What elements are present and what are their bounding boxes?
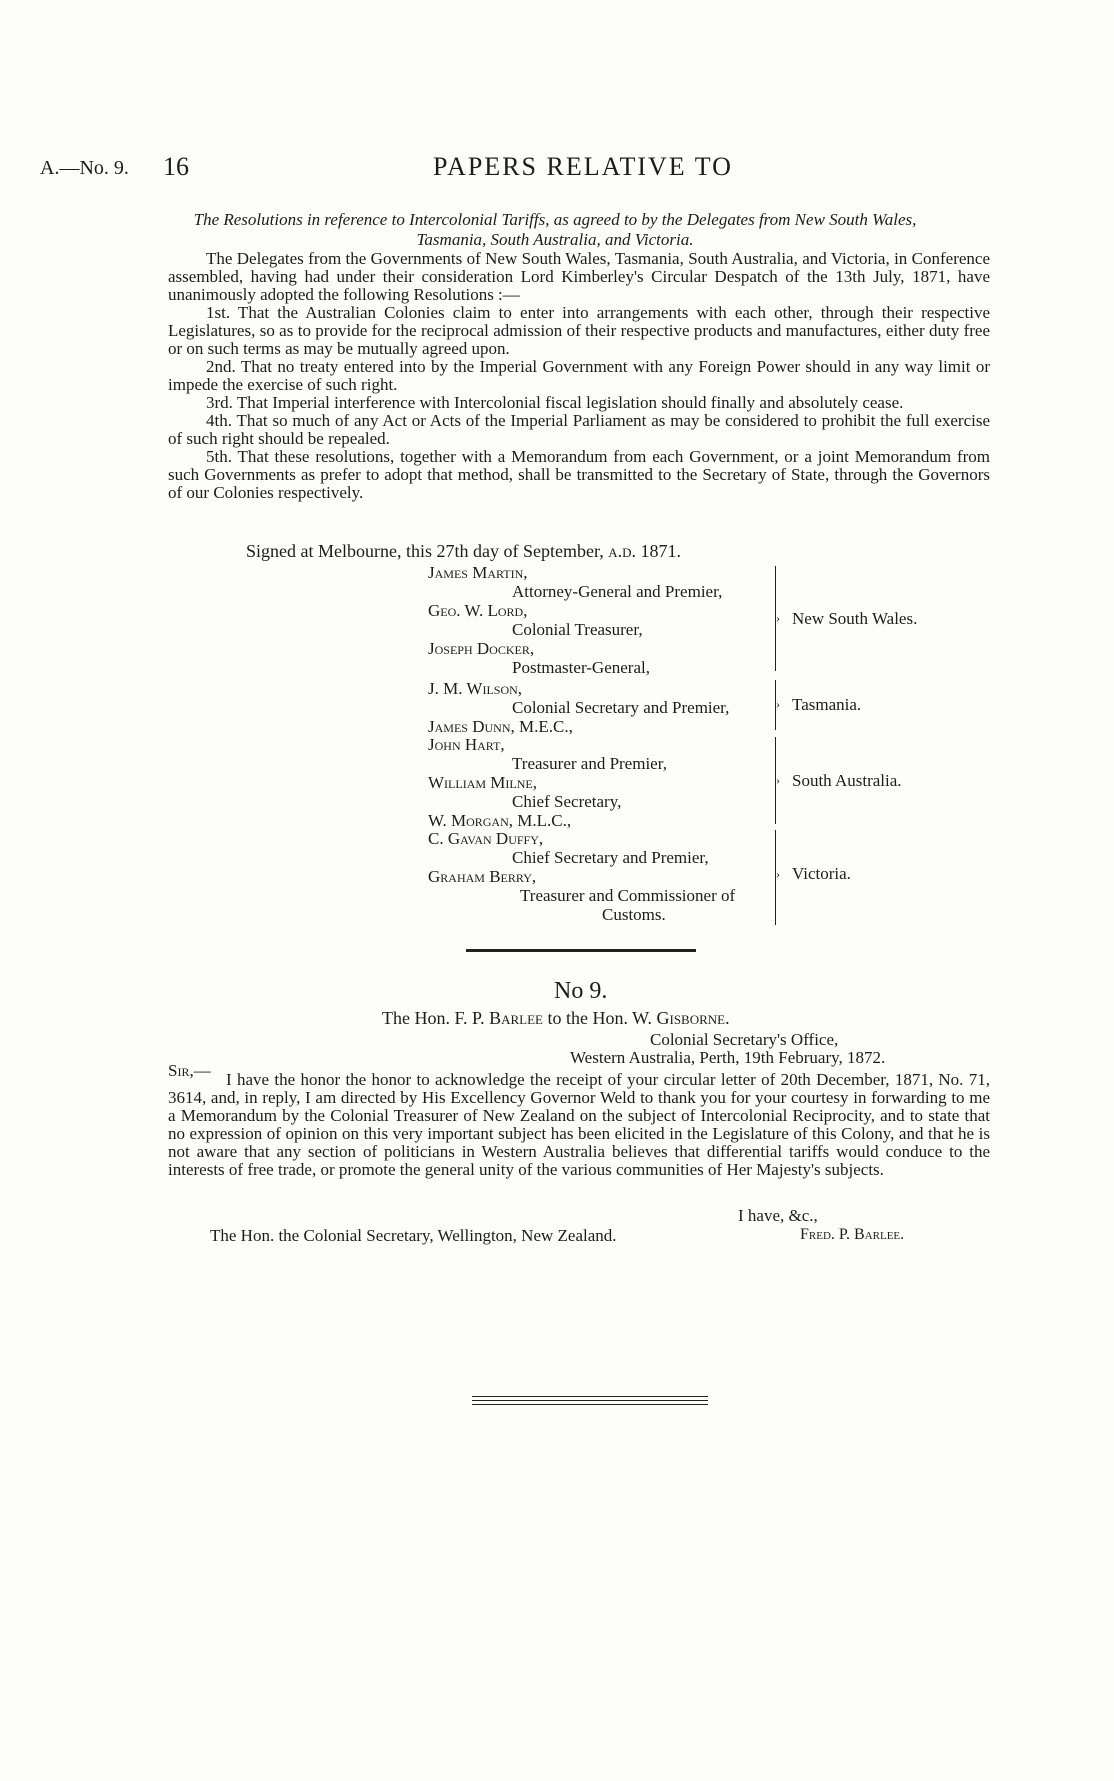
colony-label: Tasmania. [792, 695, 862, 714]
brace-sa [767, 737, 776, 824]
resolution-1: 1st. That the Australian Colonies claim to enter into arrangements with each other, through their respective Legislatures, so as to provide for the reciprocal admission of their respective products and manufactures, either duty free or on such terms as may be mutually agreed upon. [168, 303, 990, 358]
signed-year: 1871. [640, 541, 681, 561]
brace-point: › [776, 611, 780, 625]
resolutions-heading-line2: Tasmania, South Australia, and Victoria. [416, 230, 694, 249]
letter-addressee: The Hon. the Colonial Secretary, Wellington, New Zealand. [210, 1226, 617, 1245]
resolution-2: 2nd. That no treaty entered into by the Imperial Government with any Foreign Power should in any way limit or impede the exercise of such right. [168, 357, 990, 394]
letter-office: Colonial Secretary's Office, [650, 1030, 839, 1049]
signatory-name: William Milne, [428, 773, 537, 792]
page-number: 16 [163, 152, 189, 181]
document-reference: A.—No. 9. [40, 157, 129, 179]
signed-line [246, 541, 681, 562]
letter-signatory: Fred. P. Barlee. [800, 1226, 905, 1243]
signatory-title: Chief Secretary, [512, 792, 622, 811]
signatory-title: Chief Secretary and Premier, [512, 848, 709, 867]
signatory-name: J. M. Wilson, [428, 679, 523, 698]
signatory-name: Joseph Docker, [428, 639, 535, 658]
brace-tas [767, 680, 776, 730]
signatory-name: Graham Berry, [428, 867, 537, 886]
end-rule [472, 1400, 708, 1401]
resolution-3: 3rd. That Imperial interference with Intercolonial fiscal legislation should finally and absolutely cease. [206, 393, 904, 412]
resolutions-body [168, 250, 990, 502]
letter-from-name: Barlee [489, 1008, 543, 1028]
letter-salutation: Sir,— [168, 1061, 211, 1080]
resolutions-heading-line1: The Resolutions in reference to Intercolonial Tariffs, as agreed to by the Delegates from New South Wales, [193, 210, 917, 229]
signatory-title: Customs. [602, 905, 666, 924]
signatory-title: Colonial Treasurer, [512, 620, 643, 639]
letter-number: No 9. [554, 978, 608, 1004]
letter-place-date: Western Australia, Perth, 19th February, 1872. [570, 1048, 886, 1067]
resolutions-heading [110, 210, 1000, 250]
signatory-name: W. Morgan, M.L.C., [428, 811, 572, 830]
brace-nsw [767, 566, 776, 671]
resolution-5: 5th. That these resolutions, together with a Memorandum from each Government, or a joint Memorandum from such Governments as prefer to adopt that method, shall be transmitted to the Secretary of State, through the Governors of our Colonies respectively. [168, 447, 990, 502]
brace-point: › [776, 867, 780, 881]
end-rule [472, 1404, 708, 1405]
letter-body [168, 1071, 990, 1179]
signatory-name: James Dunn, M.E.C., [428, 717, 573, 736]
signatory-title: Treasurer and Commissioner of [520, 886, 736, 905]
brace-point: › [776, 697, 780, 711]
signed-ad: a.d. [608, 541, 636, 561]
signatory-title: Postmaster-General, [512, 658, 650, 677]
colony-label: Victoria. [792, 864, 851, 883]
colony-label: South Australia. [792, 771, 902, 790]
letter-from-prefix: The Hon. F. P. [382, 1008, 485, 1028]
signatory-title: Treasurer and Premier, [512, 754, 667, 773]
signatory-name: Geo. W. Lord, [428, 601, 528, 620]
brace-vic [767, 830, 776, 925]
resolutions-intro: The Delegates from the Governments of New South Wales, Tasmania, South Australia, and Victoria, in Conference assembled, having had under their consideration Lord Kimberley's Circular Despatch of the 13th July, 1871, have unanimously adopted the following Resolutions :— [168, 249, 990, 304]
signatory-title: Colonial Secretary and Premier, [512, 698, 730, 717]
signatory-name: James Martin, [428, 563, 528, 582]
letter-heading [382, 1008, 730, 1029]
brace-point: › [776, 773, 780, 787]
end-rule [472, 1396, 708, 1397]
signatory-name: C. Gavan Duffy, [428, 829, 544, 848]
signed-prefix: Signed at Melbourne, this 27th day of September, [246, 541, 604, 561]
signatory-title: Attorney-General and Premier, [512, 582, 723, 601]
letter-paragraph: I have the honor the honor to acknowledge the receipt of your circular letter of 20th December, 1871, No. 71, 3614, and, in reply, I am directed by His Excellency Governor Weld to thank you for your courtesy in forwarding to me a Memorandum by the Colonial Treasurer of New Zealand on the subject of Intercolonial Reciprocity, and to state that no expression of opinion on this very important subject has been elicited in the Legislature of this Colony, and that he is not aware that any section of politicians in Western Australia believes that differential tariffs would conduce to the interests of free trade, or promote the general unity of the various communities of Her Majesty's subjects. [168, 1070, 990, 1179]
letter-to-prefix: to the Hon. W. [547, 1008, 652, 1028]
section-rule [466, 949, 696, 952]
running-title: PAPERS RELATIVE TO [433, 152, 733, 181]
resolution-4: 4th. That so much of any Act or Acts of the Imperial Parliament as may be considered to prohibit the full exercise of such right should be repealed. [168, 411, 990, 448]
colony-label: New South Wales. [792, 609, 918, 628]
letter-closing: I have, &c., [738, 1206, 818, 1225]
signatory-name: John Hart, [428, 735, 505, 754]
letter-to-name: Gisborne. [656, 1008, 730, 1028]
